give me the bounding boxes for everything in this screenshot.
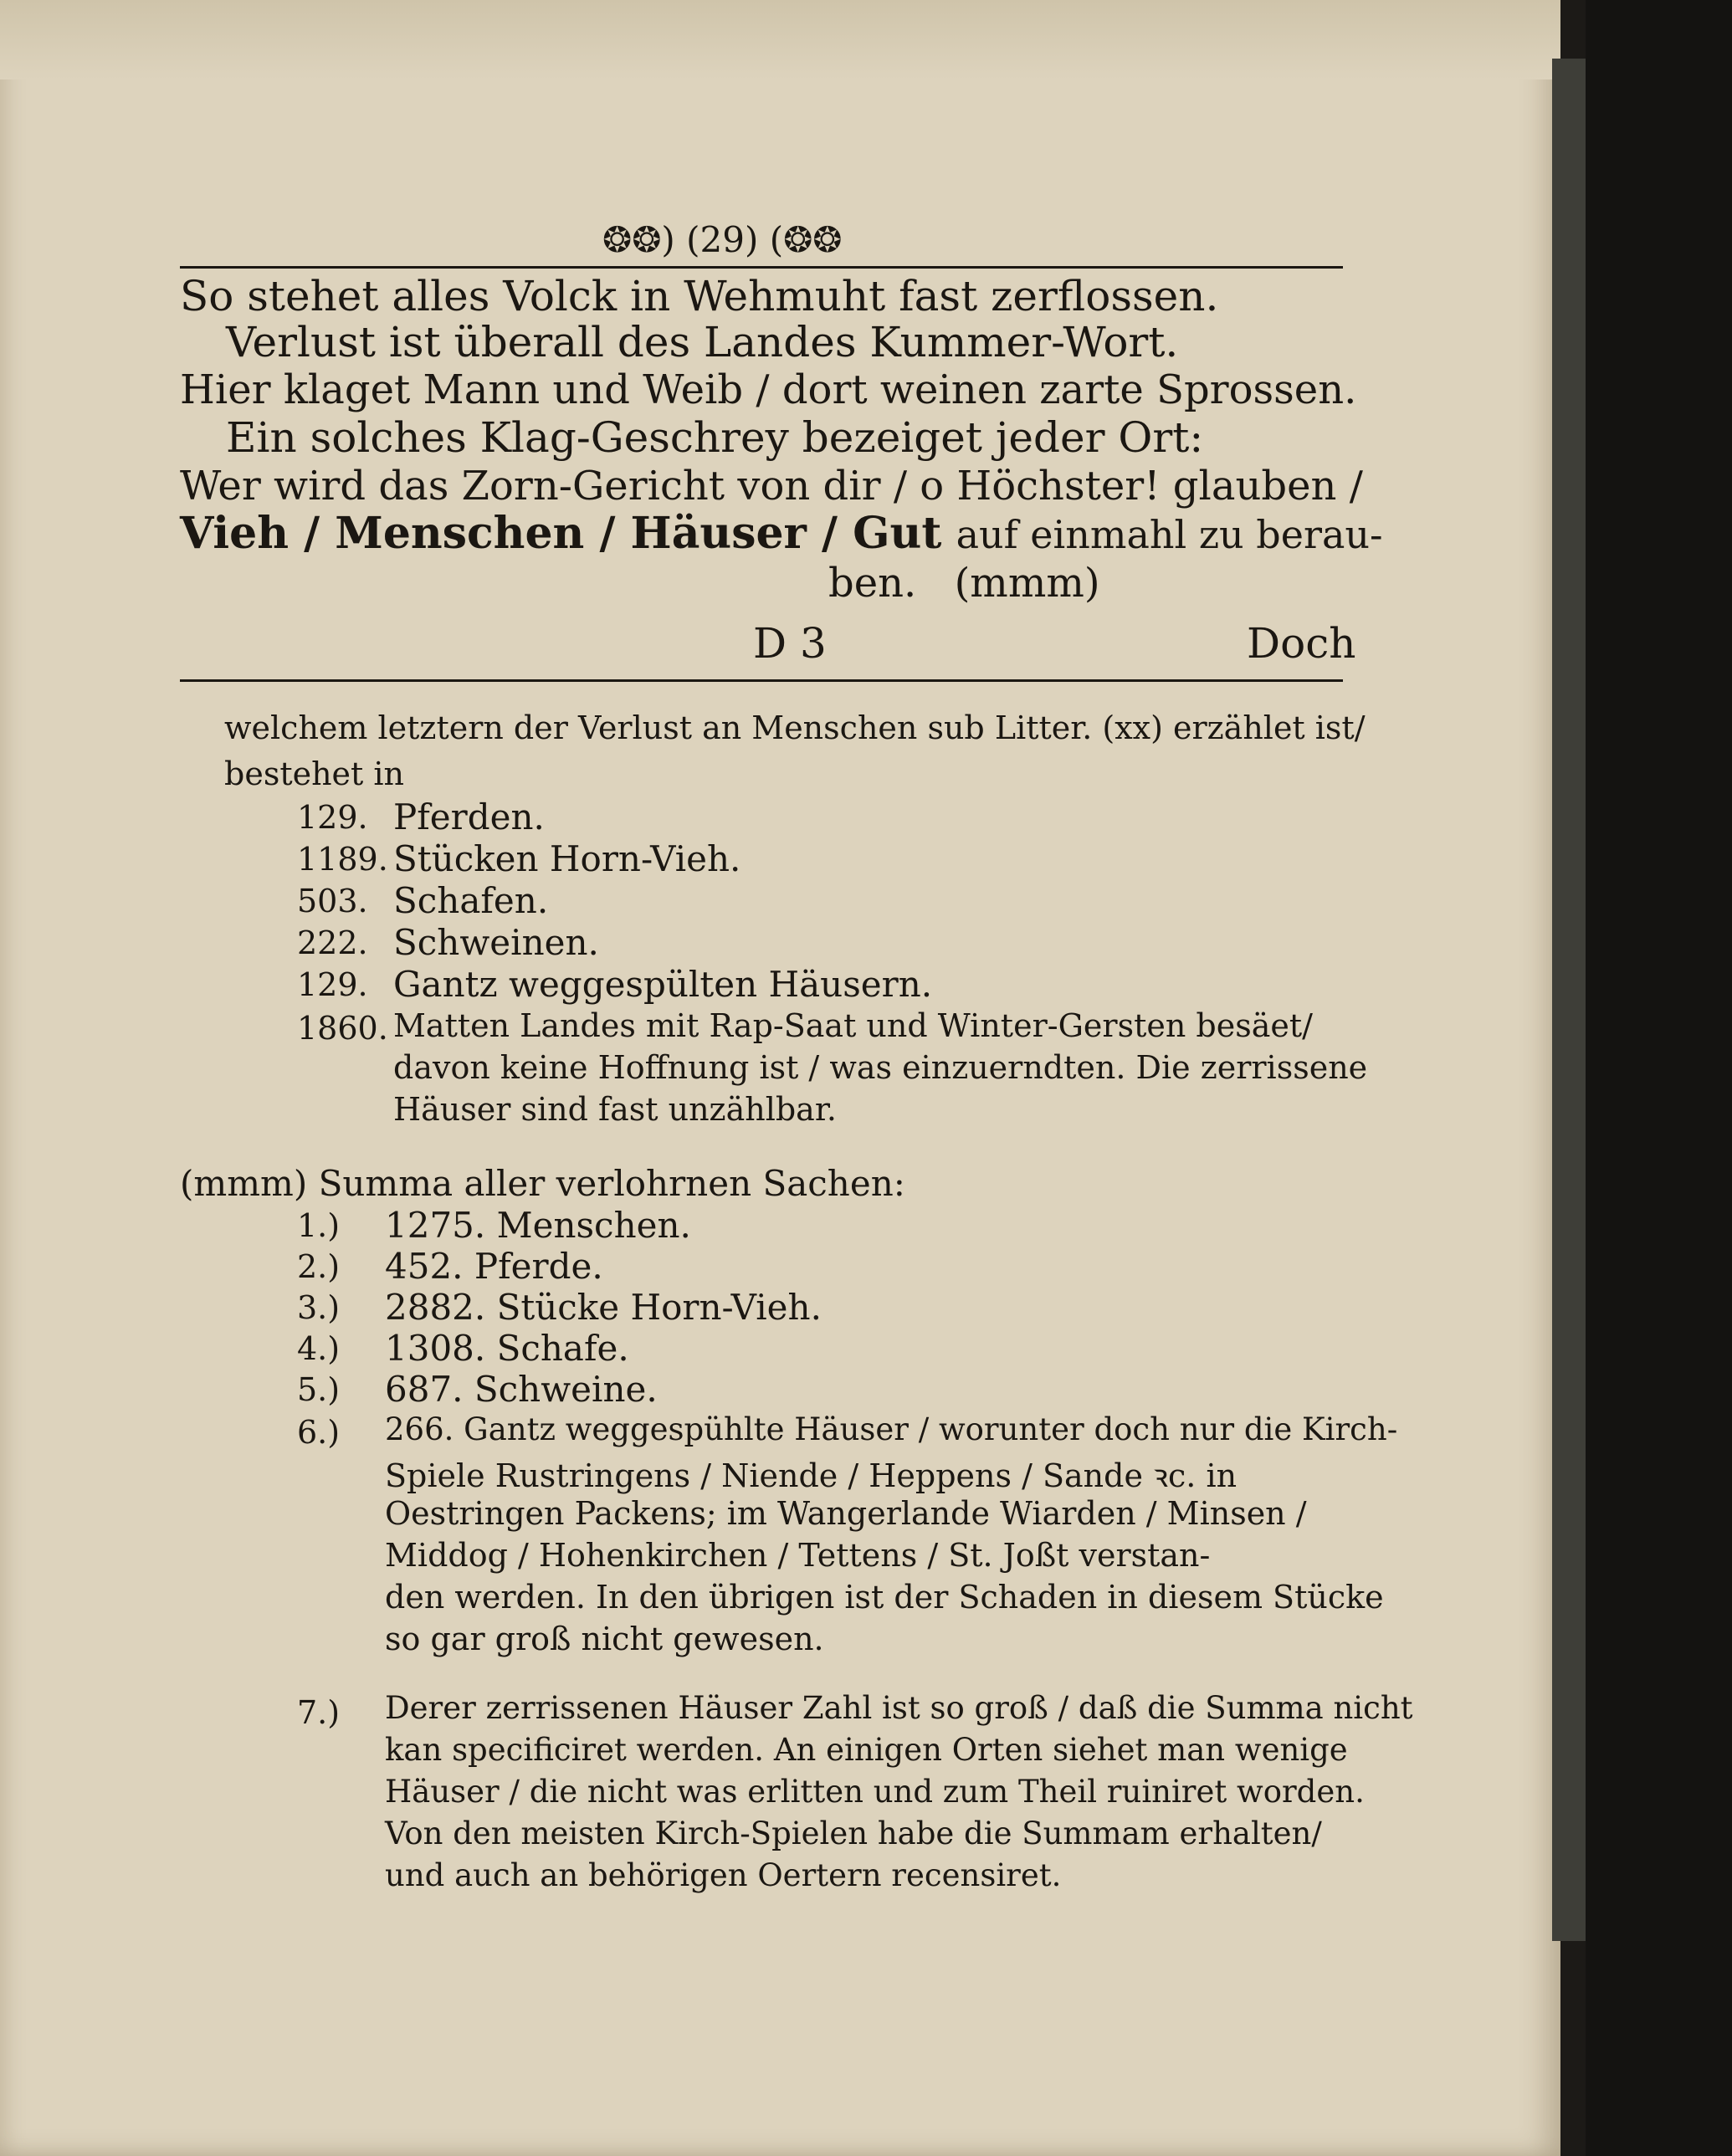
catchword: Doch xyxy=(1247,619,1356,668)
poem-line-5: Wer wird das Zorn-Gericht von dir / o Höchster! glauben / xyxy=(180,463,1363,510)
poem-line-6 xyxy=(180,509,1383,559)
summary-item-6-line: Spiele Rustringens / Niende / Heppens / Sande ꝛc. in xyxy=(385,1457,1238,1494)
summary-item: 2882. Stücke Horn-Vieh. xyxy=(385,1287,822,1328)
footnote-rule xyxy=(180,679,1343,682)
summary-number: 2.) xyxy=(297,1248,341,1285)
summary-number: 7.) xyxy=(297,1694,341,1731)
summary-number: 5.) xyxy=(297,1371,341,1408)
summary-number: 1.) xyxy=(297,1207,341,1244)
header-ornament-right: (❂❂ xyxy=(769,219,843,260)
poem-line-2: Verlust ist überall des Landes Kummer-Wort. xyxy=(226,318,1179,366)
summary-item-6-line: Middog / Hohenkirchen / Tettens / St. Joßt verstan- xyxy=(385,1537,1211,1574)
loss-number: 222. xyxy=(297,924,368,961)
summary-item: 1275. Menschen. xyxy=(385,1205,691,1246)
poem-bold-words: Vieh / Menschen / Häuser / Gut xyxy=(180,508,942,559)
poem-line-6-rest: auf einmahl zu berau- xyxy=(956,512,1383,557)
summary-item-6-line: Oestringen Packens; im Wangerlande Wiarden / Minsen / xyxy=(385,1495,1307,1532)
loss-item: Schweinen. xyxy=(393,922,599,963)
summary-heading: (mmm) Summa aller verlohrnen Sachen: xyxy=(180,1163,905,1204)
loss-item-cont-1: davon keine Hoffnung ist / was einzuerndten. Die zerrissene xyxy=(393,1049,1368,1086)
loss-item: Stücken Horn-Vieh. xyxy=(393,838,741,879)
summary-item-7-line: und auch an behörigen Oertern recensiret. xyxy=(385,1857,1062,1893)
loss-number: 503. xyxy=(297,883,368,919)
loss-item: Schafen. xyxy=(393,880,549,921)
poem-line-1: So stehet alles Volck in Wehmuht fast zerflossen. xyxy=(180,272,1219,320)
summary-item-7-line: kan specificiret werden. An einigen Orten siehet man wenige xyxy=(385,1732,1348,1768)
summary-number: 3.) xyxy=(297,1289,341,1326)
summary-number: 6.) xyxy=(297,1414,341,1451)
note-reference: (mmm) xyxy=(954,560,1100,607)
summary-item: 687. Schweine. xyxy=(385,1369,658,1410)
loss-item: Pferden. xyxy=(393,796,545,837)
poem-line-3: Hier klaget Mann und Weib / dort weinen zarte Sprossen. xyxy=(180,366,1357,413)
signature-mark: D 3 xyxy=(753,619,827,668)
loss-number: 1189. xyxy=(297,841,388,878)
book-cover-edge xyxy=(1586,0,1732,2156)
summary-item-6-line: so gar groß nicht gewesen. xyxy=(385,1621,824,1657)
summary-item-7-line: Häuser / die nicht was erlitten und zum Theil ruiniret worden. xyxy=(385,1774,1365,1810)
summary-item-6-line: den werden. In den übrigen ist der Schaden in diesem Stücke xyxy=(385,1579,1384,1616)
loss-item: Matten Landes mit Rap-Saat und Winter-Gersten besäet/ xyxy=(393,1007,1313,1044)
loss-item: Gantz weggespülten Häusern. xyxy=(393,964,933,1005)
poem-continuation: ben. (mmm) xyxy=(828,560,1100,607)
binding-spine xyxy=(1552,59,1586,1941)
summary-item: 1308. Schafe. xyxy=(385,1328,629,1369)
loss-number: 1860. xyxy=(297,1010,388,1047)
page-top-edge xyxy=(0,0,1560,79)
page-number: (29) xyxy=(686,219,759,260)
summary-item-7-line: Derer zerrissenen Häuser Zahl ist so groß / daß die Summa nicht xyxy=(385,1690,1413,1726)
footnote-intro-line-1: welchem letztern der Verlust an Menschen sub Litter. (xx) erzählet ist/ xyxy=(224,709,1366,746)
running-header xyxy=(602,219,843,260)
summary-item: 452. Pferde. xyxy=(385,1246,603,1287)
summary-item: 266. Gantz weggespühlte Häuser / worunter doch nur die Kirch- xyxy=(385,1411,1398,1447)
header-rule xyxy=(180,266,1343,269)
loss-number: 129. xyxy=(297,966,368,1003)
summary-item-7-line: Von den meisten Kirch-Spielen habe die Summam erhalten/ xyxy=(385,1815,1322,1851)
footnote-intro-line-2: bestehet in xyxy=(224,755,405,792)
header-ornament-left: ❂❂) xyxy=(602,219,675,260)
loss-number: 129. xyxy=(297,799,368,836)
loss-item-cont-2: Häuser sind fast unzählbar. xyxy=(393,1091,837,1128)
poem-line-4: Ein solches Klag-Geschrey bezeiget jeder Ort: xyxy=(226,413,1204,462)
summary-number: 4.) xyxy=(297,1330,341,1367)
